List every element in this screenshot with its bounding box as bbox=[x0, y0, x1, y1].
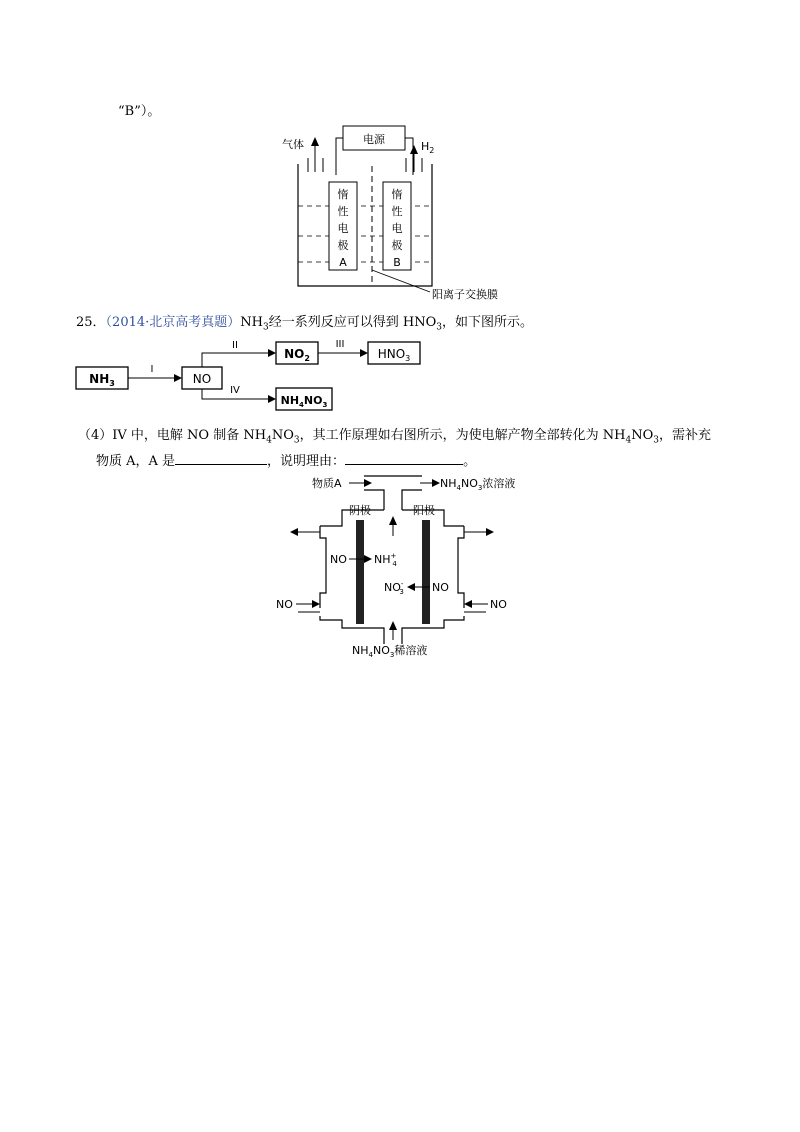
cathode-label: 阴极 bbox=[349, 504, 371, 517]
svg-text:电: 电 bbox=[391, 222, 403, 235]
step-2-label: II bbox=[232, 340, 238, 351]
no-inlet-left-arrow bbox=[312, 600, 320, 608]
gas-outlet-arrow bbox=[311, 137, 319, 146]
no3-label: NO-3 bbox=[384, 580, 404, 596]
membrane-label: 阳离子交换膜 bbox=[432, 288, 498, 300]
h2-label: $H_2$ bbox=[421, 140, 435, 155]
subquestion-4-line-1: （4）IV 中，电解 NO 制备 $NH_4NO_3$，其工作原理如右图所示，为使电解产物全部转化为 $NH_4NO_3$，需补充 bbox=[78, 428, 711, 446]
no-label: NO bbox=[192, 372, 212, 386]
step-4-label: IV bbox=[230, 385, 240, 396]
product-label: $NH_4NO_3$浓溶液 bbox=[440, 477, 516, 492]
svg-text:惰: 惰 bbox=[391, 188, 403, 201]
no-inlet-right-label: NO bbox=[490, 598, 507, 611]
nh4-label: NH+ 4 bbox=[374, 552, 397, 568]
substance-a-label: 物质A bbox=[312, 477, 342, 490]
reaction-flow-diagram bbox=[70, 335, 450, 415]
nh4no3-label: $NH_4NO_3$ bbox=[280, 394, 328, 409]
arrow-step-2 bbox=[268, 349, 276, 357]
arrow-step-3 bbox=[360, 349, 368, 357]
svg-text:惰: 惰 bbox=[337, 188, 349, 201]
right-exhaust-arrow bbox=[486, 528, 494, 536]
step-1-label: I bbox=[150, 364, 154, 375]
answer-blank-a[interactable] bbox=[175, 451, 267, 465]
nh3-label: $NH_3$ bbox=[89, 372, 115, 388]
electrolysis-cell-diagram bbox=[280, 120, 540, 300]
no-inlet-left-label: NO bbox=[276, 598, 293, 611]
answer-blank-reason[interactable] bbox=[345, 451, 463, 465]
subquestion-4-line-2: 物质 A，A 是 ，说明理由： 。 bbox=[96, 450, 476, 469]
step-3-label: III bbox=[335, 339, 345, 350]
question-25-heading: 25．（2014·北京高考真题）$NH_3$经一系列反应可以得到 $HNO_3$，如下图所示。 bbox=[76, 315, 533, 333]
arrow-step-4 bbox=[268, 395, 276, 403]
svg-text:极: 极 bbox=[337, 239, 349, 252]
flow-up-arrow bbox=[389, 516, 397, 525]
gas-label: 气体 bbox=[282, 138, 304, 151]
wire-left bbox=[336, 138, 343, 175]
power-supply-label: 电源 bbox=[363, 133, 385, 146]
substance-a-arrow bbox=[364, 479, 372, 487]
no-inlet-right-arrow bbox=[464, 600, 472, 608]
anode-electrode bbox=[422, 520, 430, 624]
product-outlet-arrow bbox=[432, 479, 440, 487]
no-left-label: NO bbox=[330, 553, 347, 566]
h2-outlet-arrow bbox=[410, 145, 418, 154]
no-electrolysis-diagram bbox=[272, 468, 522, 660]
cell-container bbox=[298, 164, 432, 286]
no-to-no3-arrow bbox=[407, 583, 415, 591]
no2-label: $NO_2$ bbox=[284, 347, 310, 363]
left-exhaust-arrow bbox=[290, 528, 298, 536]
feed-label: $NH_4NO_3$稀溶液 bbox=[352, 644, 428, 659]
feed-up-arrow bbox=[389, 621, 397, 630]
no-right-label: NO bbox=[432, 581, 449, 594]
arrow-step-1 bbox=[174, 374, 182, 382]
svg-text:A: A bbox=[339, 256, 347, 269]
no-to-nh4-arrow bbox=[364, 555, 372, 563]
svg-text:B: B bbox=[393, 256, 401, 269]
svg-text:极: 极 bbox=[391, 239, 403, 252]
question-number: 25． bbox=[76, 315, 106, 330]
svg-text:性: 性 bbox=[391, 205, 403, 218]
question-source: （2014·北京高考真题） bbox=[105, 315, 241, 330]
svg-text:性: 性 bbox=[337, 205, 349, 218]
svg-text:电: 电 bbox=[337, 222, 349, 235]
cathode-electrode bbox=[356, 520, 364, 624]
hno3-label: $HNO_3$ bbox=[377, 347, 411, 363]
anode-label: 阳极 bbox=[413, 504, 435, 517]
previous-question-tail: “B”）。 bbox=[118, 104, 161, 119]
